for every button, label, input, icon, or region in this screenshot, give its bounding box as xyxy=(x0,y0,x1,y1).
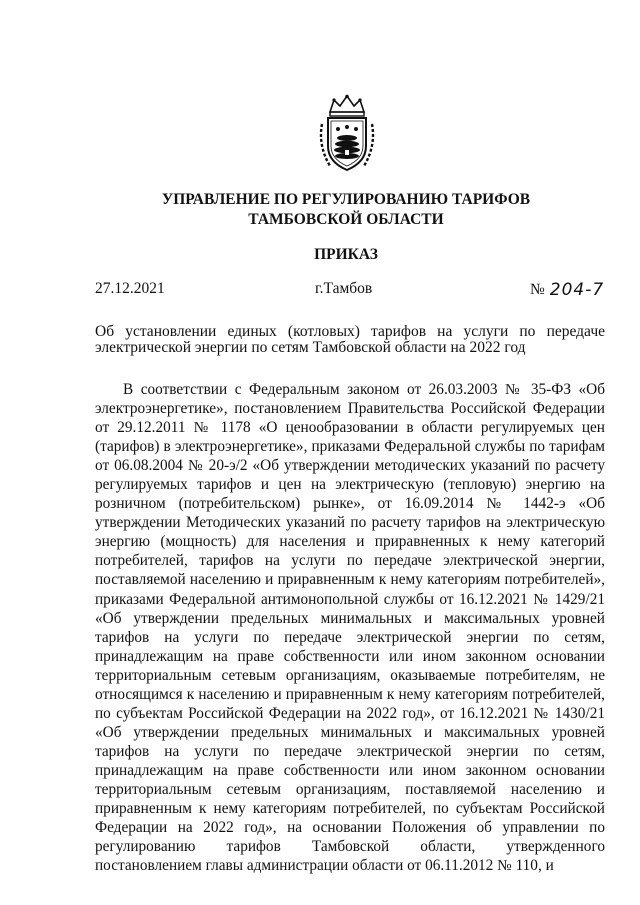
document-number xyxy=(530,280,604,300)
handwritten-number: 204-7 xyxy=(549,280,605,300)
document-date: 27.12.2021 xyxy=(95,280,165,297)
document-subject: Об установлении единых (котловых) тарифов на услуги по передаче электрической энергии по сетям Тамбовской области на 2022 год xyxy=(95,323,605,356)
number-prefix: № xyxy=(530,281,545,298)
agency-line-1: УПРАВЛЕНИЕ ПО РЕГУЛИРОВАНИЮ ТАРИФОВ xyxy=(161,191,531,208)
agency-name xyxy=(0,190,640,230)
document-type: ПРИКАЗ xyxy=(314,246,378,263)
document-city: г.Тамбов xyxy=(315,280,373,297)
agency-line-2: ТАМБОВСКОЙ ОБЛАСТИ xyxy=(248,211,444,228)
coat-of-arms-icon xyxy=(316,94,378,174)
document-body: В соответствии с Федеральным законом от 26.03.2003 № 35-ФЗ «Об электроэнергетике», постановлением Правительства Российской Федерации от 29.12.2011 № 1178 «О ценообразовании в области регулируемых цен (тарифов) в электроэнергетике», приказами Федеральной службы по тарифам от 06.08.2004 № 20-э/2 «Об утверждении методических указаний по расчету регулируемых тарифов и цен на электрическую (тепловую) энергию на розничном (потребительском) рынке», от 16.09.2014 № 1442-э «Об утверждении Методических указаний по расчету тарифов на электрическую энергию (мощность) для населения и приравненных к нему категорий потребителей, тарифов на услуги по передаче электрической энергии, поставляемой населению и приравненным к нему категориям потребителей», приказами Федеральной антимонопольной службы от 16.12.2021 № 1429/21 «Об утверждении предельных минимальных и максимальных уровней тарифов на услуги по передаче электрической энергии по сетям, принадлежащим на праве собственности или ином законном основании территориальным сетевым организациям, оказываемые потребителям, не относящимся к населению и приравненным к нему категориям потребителей, по субъектам Российской Федерации на 2022 год», от 16.12.2021 № 1430/21 «Об утверждении предельных минимальных и максимальных уровней тарифов на услуги по передаче электрической энергии по сетям, принадлежащим на праве собственности или ином законном основании территориальным сетевым организациям, поставляемой населению и приравненным к нему категориям потребителей, по субъектам Российской Федерации на 2022 год», на основании Положения об управлении по регулированию тарифов Тамбовской области, утвержденного постановлением главы администрации области от 06.11.2012 № 110, и xyxy=(95,381,605,875)
